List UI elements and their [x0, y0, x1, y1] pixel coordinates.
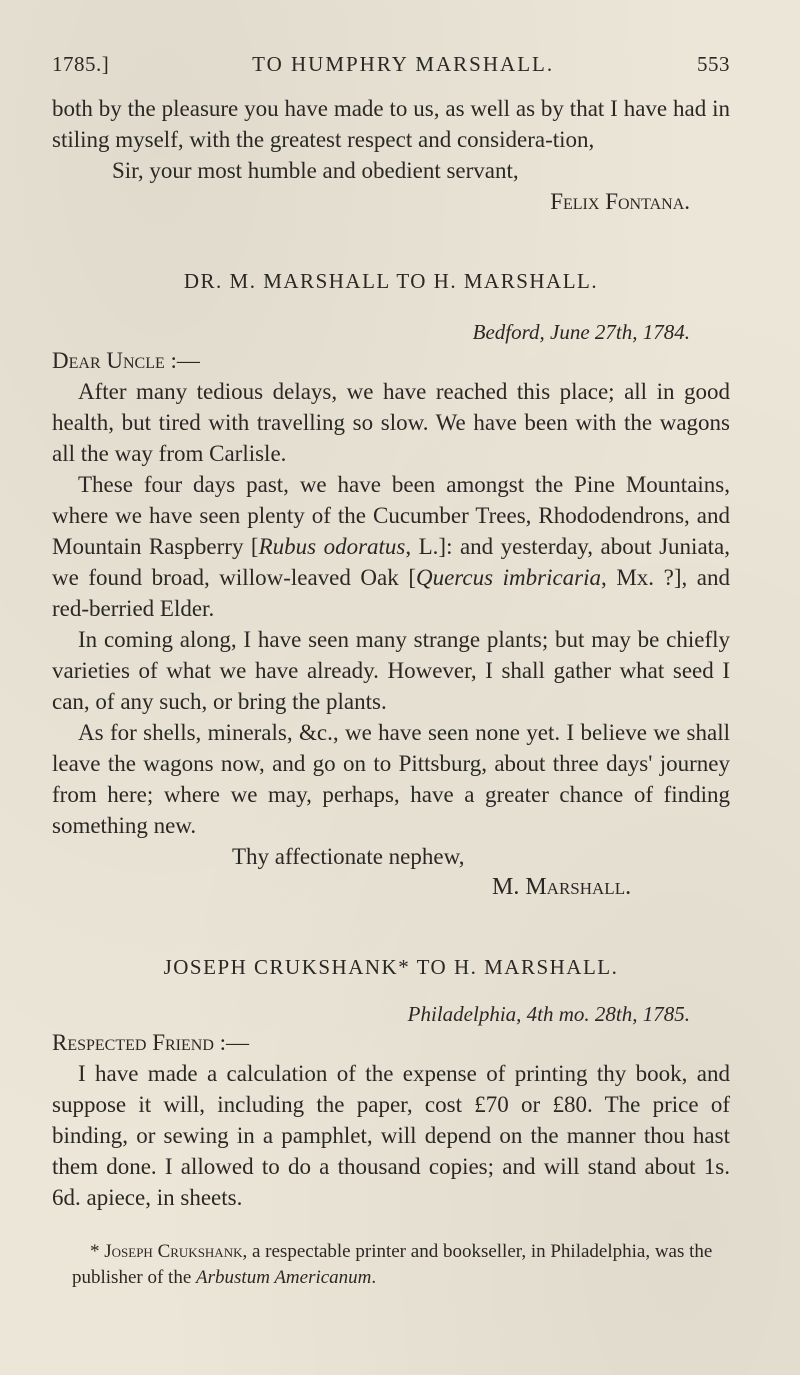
letter3-salutation: Respected Friend :—: [52, 1030, 250, 1055]
letter1-closing: Sir, your most humble and obedient servant,: [112, 158, 519, 183]
letter1-signature: Felix Fontana.: [550, 189, 690, 214]
letter2-p2-text-a: These four days past, we have been amongst the Pine Mountains, where we have seen plenty of the Cucumber Trees, Rhododendrons, and Mountain Raspberry [: [52, 472, 730, 559]
footnote-text-b: .: [371, 1267, 377, 1288]
footnote-name: * Joseph Crukshank: [90, 1241, 243, 1262]
letter2-signature: M. Marshall.: [492, 874, 632, 900]
letter2-p2-text-b: , L.]: and yesterday, about Juniata, we found broad, willow-leaved Oak [: [52, 534, 730, 590]
footnote-book-title: Arbustum Americanum: [196, 1267, 372, 1288]
letter2-paragraph-2: [52, 469, 730, 624]
letter2-paragraph-3: In coming along, I have seen many strange plants; but may be chiefly varieties of what we have already. However, I shall gather what seed I can, of any such, or bring the plants.: [52, 627, 730, 714]
letter1-final-paragraph: both by the pleasure you have made to us, as well as by that I have had in stiling myself, with the greatest respect and considera-tion,: [52, 96, 730, 152]
running-head-year: 1785.]: [52, 52, 110, 76]
letter2-dateline: Bedford, June 27th, 1784.: [472, 320, 690, 344]
letter2-p2-latin-name-2: Quercus imbricaria: [415, 565, 602, 590]
footnote-text-a: , a respectable printer and bookseller, in Philadelphia, was the publisher of the: [72, 1241, 713, 1288]
letter2-closing: Thy affectionate nephew,: [232, 844, 465, 869]
letter2-p2-latin-name-1: Rubus odoratus: [258, 534, 406, 559]
letter2-paragraph-4: As for shells, minerals, &c., we have seen none yet. I believe we shall leave the wagons now, and go on to Pittsburg, about three days' journey from here; where we may, perhaps, have a greater chance of finding something new.: [52, 720, 730, 838]
running-head: [52, 52, 730, 77]
letter3-dateline: Philadelphia, 4th mo. 28th, 1785.: [407, 1002, 690, 1026]
letter2-heading: DR. M. MARSHALL TO H. MARSHALL.: [183, 269, 599, 293]
letter2-p2-text-c: , Mx. ?], and red-berried Elder.: [52, 565, 731, 621]
running-head-title: TO HUMPHRY MARSHALL.: [252, 52, 555, 76]
page-number: 553: [697, 52, 730, 76]
letter3-heading: JOSEPH CRUKSHANK* TO H. MARSHALL.: [163, 955, 619, 979]
letter3-paragraph-1: I have made a calculation of the expense of printing thy book, and suppose it will, including the paper, cost £70 or £80. The price of binding, or sewing in a pamphlet, will depend on the manner thou hast them done. I allowed to do a thousand copies; and will stand about 1s. 6d. apiece, in sheets.: [52, 1061, 730, 1210]
letter2-salutation: Dear Uncle :—: [52, 348, 200, 373]
letter2-paragraph-1: After many tedious delays, we have reached this place; all in good health, but tired with travelling so slow. We have been with the wagons all the way from Carlisle.: [52, 379, 730, 466]
footnote: [52, 1239, 730, 1291]
